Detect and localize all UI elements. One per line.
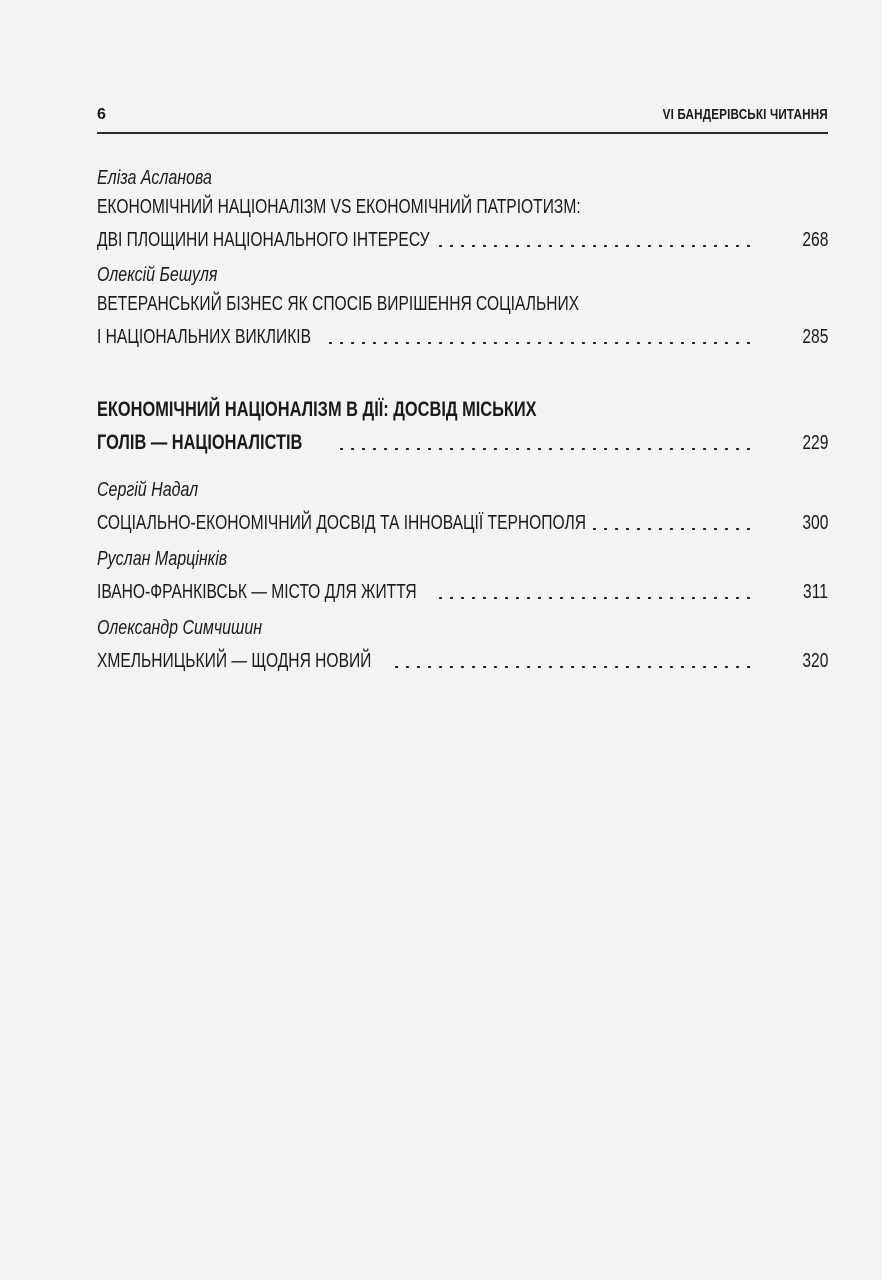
section-title-line: ЕКОНОМІЧНИЙ НАЦІОНАЛІЗМ В ДІЇ: ДОСВІД МІСЬКИХ [97,398,537,421]
dot-leader [389,666,754,668]
entry-page-number: 268 [801,229,828,251]
dot-leader [439,245,754,247]
toc-entry [97,476,828,542]
entry-title-line: ІВАНО-ФРАНКІВСЬК — МІСТО ДЛЯ ЖИТТЯ [97,581,417,603]
entry-page-number: 229 [801,432,828,454]
entry-title-line: І НАЦІОНАЛЬНИХ ВИКЛИКІВ [97,326,312,348]
toc-entry [97,164,828,259]
entry-author: Олександр Симчишин [97,617,263,639]
dot-leader [337,448,754,450]
entry-author: Еліза Асланова [97,167,212,189]
toc-entry [97,261,828,356]
entry-title-line: ДВІ ПЛОЩИНИ НАЦІОНАЛЬНОГО ІНТЕРЕСУ [97,229,430,251]
entry-title-line: СОЦІАЛЬНО-ЕКОНОМІЧНИЙ ДОСВІД ТА ІННОВАЦІЇ ТЕРНОПОЛЯ [97,512,586,534]
entry-title-last-line [97,221,828,259]
entry-title-last-line [97,318,828,356]
section-title-line: ГОЛІВ — НАЦІОНАЛІСТІВ [97,431,303,454]
toc-entry [97,614,828,680]
entry-author: Сергій Надал [97,479,199,501]
entry-title-line: ВЕТЕРАНСЬКИЙ БІЗНЕС ЯК СПОСІБ ВИРІШЕННЯ СОЦІАЛЬНИХ [97,293,580,315]
entry-author: Руслан Марцінків [97,548,228,570]
entry-title-line: ХМЕЛЬНИЦЬКИЙ — ЩОДНЯ НОВИЙ [97,650,372,672]
entry-page-number: 300 [801,512,828,534]
running-head [97,104,828,134]
entry-page-number: 311 [803,581,828,603]
dot-leader [323,342,754,344]
entry-title-last-line [97,573,828,611]
toc-entry [97,545,828,611]
entry-title-line: ЕКОНОМІЧНИЙ НАЦІОНАЛІЗМ VS ЕКОНОМІЧНИЙ ПАТРІОТИЗМ: [97,196,581,218]
entry-title-last-line [97,504,828,542]
dot-leader [587,528,754,530]
running-title: VI БАНДЕРІВСЬКІ ЧИТАННЯ [662,106,828,123]
section-title-last-line [97,424,828,462]
entry-author: Олексій Бешуля [97,264,218,286]
toc-section-heading [97,396,828,462]
entry-title-last-line [97,642,828,680]
entry-page-number: 320 [801,650,828,672]
entry-page-number: 285 [801,326,828,348]
page-number: 6 [97,106,107,123]
dot-leader [433,597,754,599]
